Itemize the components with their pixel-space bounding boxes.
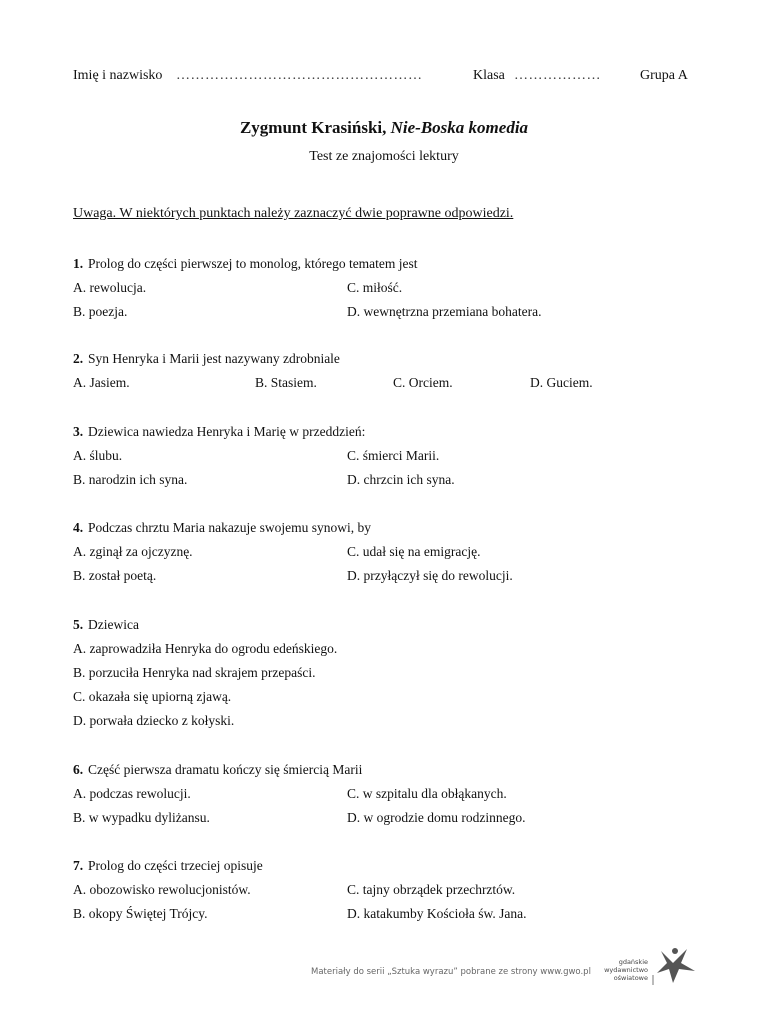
question-text: Prolog do części pierwszej to monolog, którego tematem jest — [88, 256, 418, 271]
question-3 — [73, 420, 695, 492]
answer-option: A. obozowisko rewolucjonistów. — [73, 882, 251, 897]
answer-option: A. zginął za ojczyznę. — [73, 544, 193, 559]
answer-option: B. narodzin ich syna. — [73, 472, 188, 487]
logo-line: gdańskie — [618, 958, 648, 966]
student-header — [73, 68, 695, 88]
publisher-logo-text — [590, 958, 648, 982]
group-label: Grupa A — [640, 68, 688, 83]
name-label: Imię i nazwisko — [73, 68, 163, 83]
question-text: Prolog do części trzeciej opisuje — [88, 858, 263, 873]
logo-line: wydawnictwo — [604, 966, 648, 974]
publisher-logo-icon — [651, 945, 697, 985]
logo-shape — [657, 949, 695, 983]
question-text: Dziewica — [88, 617, 139, 632]
question-number: 3. — [73, 424, 84, 439]
question-number: 6. — [73, 762, 84, 777]
question-number: 2. — [73, 351, 84, 366]
question-7 — [73, 854, 695, 926]
page-title — [0, 118, 768, 138]
question-2 — [73, 347, 695, 395]
question-number: 1. — [73, 256, 84, 271]
answer-option: D. Guciem. — [530, 375, 593, 390]
answer-option: B. w wypadku dyliżansu. — [73, 810, 210, 825]
question-text: Część pierwsza dramatu kończy się śmiercią Marii — [88, 762, 363, 777]
question-number: 5. — [73, 617, 84, 632]
answer-option: B. Stasiem. — [255, 375, 317, 390]
answer-option: A. rewolucja. — [73, 280, 147, 295]
answer-option: D. przyłączył się do rewolucji. — [347, 568, 513, 583]
answer-option: B. okopy Świętej Trójcy. — [73, 906, 208, 921]
answer-option: D. wewnętrzna przemiana bohatera. — [347, 304, 542, 319]
answer-option: C. Orciem. — [393, 375, 453, 390]
answer-option: B. poezja. — [73, 304, 128, 319]
answer-option: A. Jasiem. — [73, 375, 130, 390]
answer-option: D. w ogrodzie domu rodzinnego. — [347, 810, 526, 825]
answer-option: C. udał się na emigrację. — [347, 544, 481, 559]
logo-line: oświatowe — [613, 974, 648, 982]
answer-option: B. porzuciła Henryka nad skrajem przepaści. — [73, 665, 316, 680]
question-4 — [73, 516, 695, 588]
title-author: Zygmunt Krasiński, — [239, 118, 387, 137]
question-6 — [73, 758, 695, 830]
title-work: Nie-Boska komedia — [390, 118, 529, 137]
question-text: Dziewica nawiedza Henryka i Marię w przeddzień: — [88, 424, 366, 439]
footer-source-text: Materiały do serii „Sztuka wyrazu” pobrane ze strony www.gwo.pl — [311, 967, 591, 977]
answer-option: D. porwała dziecko z kołyski. — [73, 713, 235, 728]
answer-option: D. chrzcin ich syna. — [347, 472, 455, 487]
answer-option: C. okazała się upiorną zjawą. — [73, 689, 232, 704]
answer-option: D. katakumby Kościoła św. Jana. — [347, 906, 527, 921]
answer-option: C. w szpitalu dla obłąkanych. — [347, 786, 507, 801]
answer-option: C. śmierci Marii. — [347, 448, 440, 463]
answer-option: A. podczas rewolucji. — [73, 786, 191, 801]
answer-option: C. miłość. — [347, 280, 403, 295]
answer-option: A. ślubu. — [73, 448, 123, 463]
question-number: 4. — [73, 520, 84, 535]
question-number: 7. — [73, 858, 84, 873]
instructions-notice: Uwaga. W niektórych punktach należy zaznaczyć dwie poprawne odpowiedzi. — [73, 206, 514, 221]
question-text: Podczas chrztu Maria nakazuje swojemu synowi, by — [88, 520, 372, 535]
question-1 — [73, 252, 695, 324]
name-field-dots: …………………………………………… — [176, 68, 423, 83]
class-field-dots: ……………… — [514, 68, 601, 83]
answer-option: A. zaprowadziła Henryka do ogrodu edeńskiego. — [73, 641, 338, 656]
answer-option: B. został poetą. — [73, 568, 157, 583]
page-subtitle: Test ze znajomości lektury — [309, 149, 459, 164]
answer-option: C. tajny obrządek przechrztów. — [347, 882, 516, 897]
question-text: Syn Henryka i Marii jest nazywany zdrobniale — [88, 351, 340, 366]
question-5 — [73, 613, 695, 733]
class-label: Klasa — [473, 68, 505, 83]
